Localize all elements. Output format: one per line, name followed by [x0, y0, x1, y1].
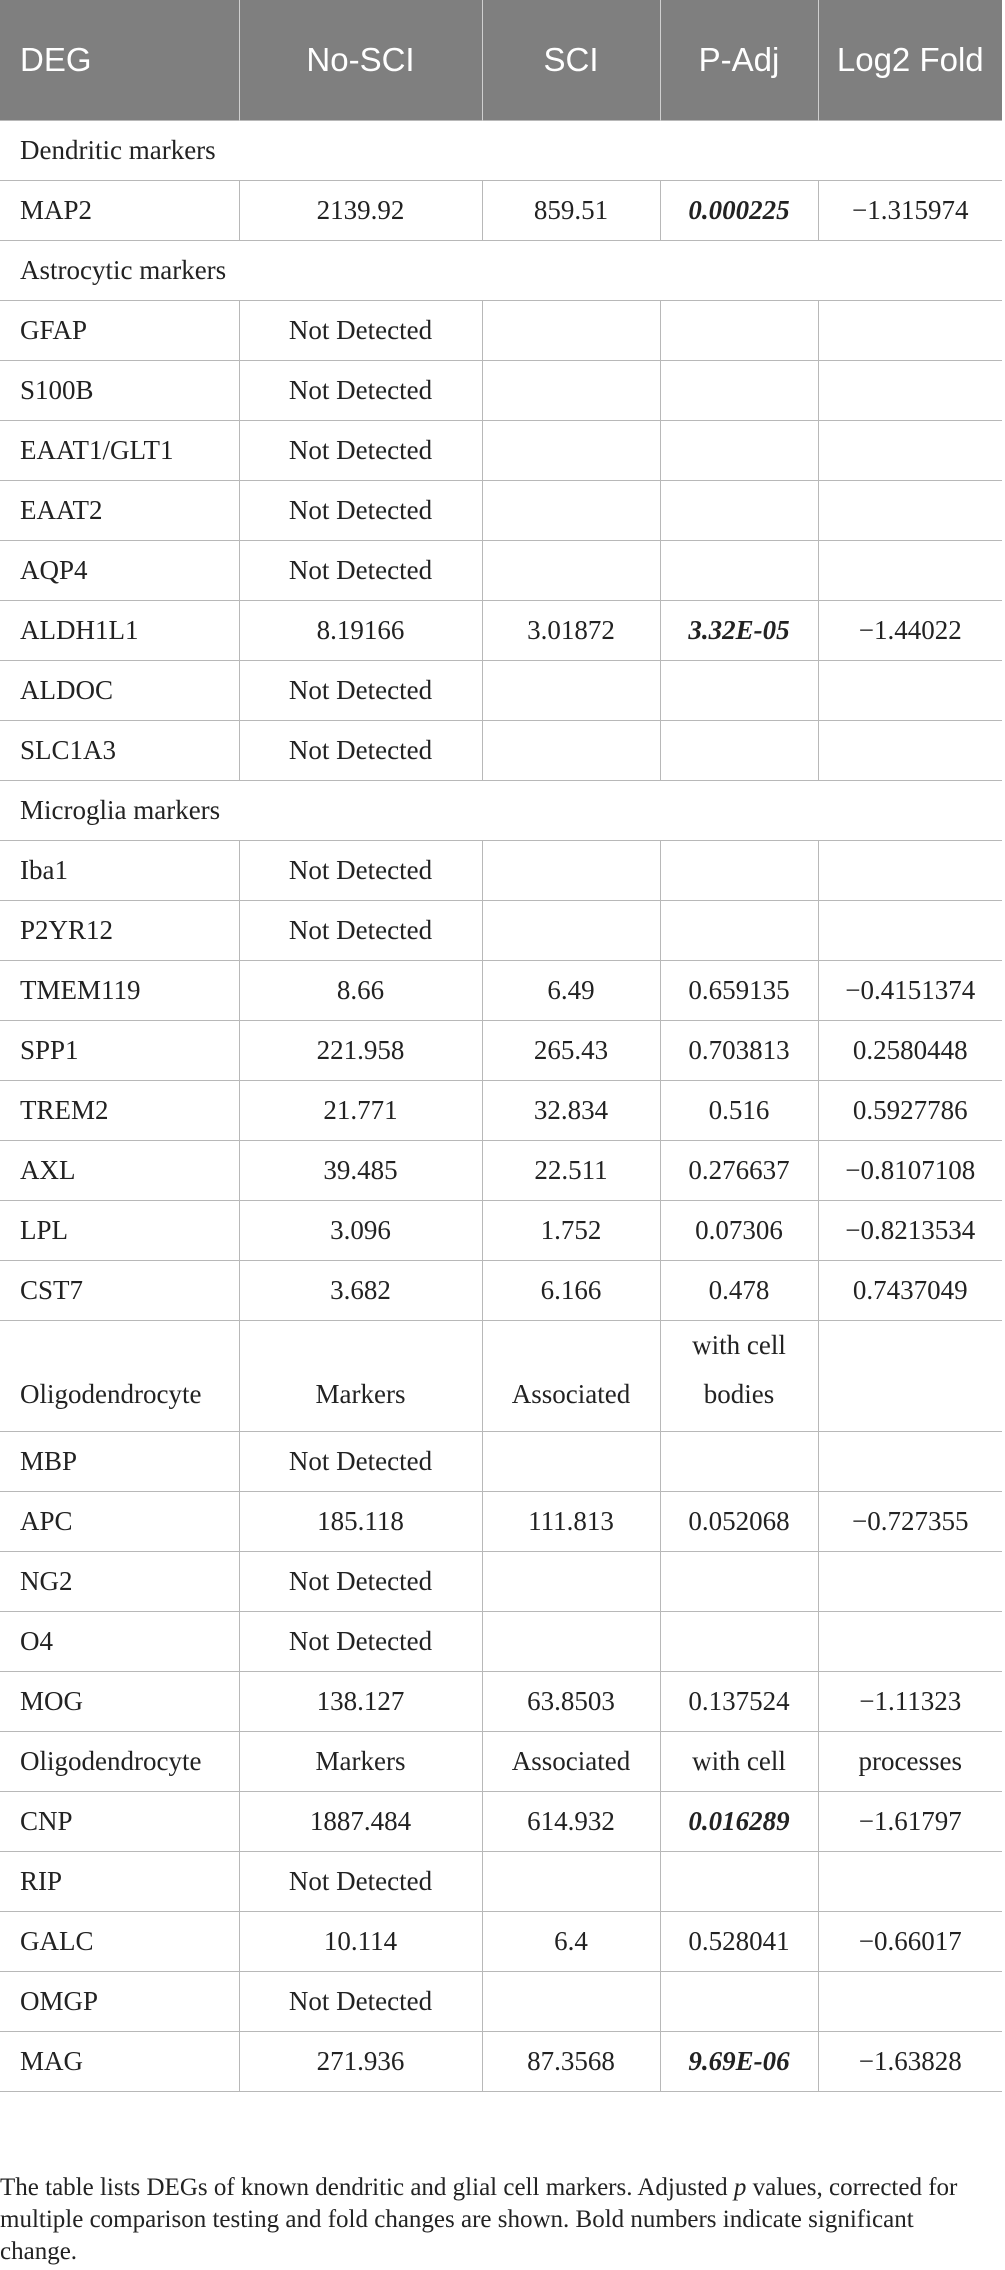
- cell-log2-fold: 0.5927786: [818, 1081, 1002, 1141]
- cell-no-sci: 2139.92: [239, 181, 482, 241]
- cell-p-adj: [660, 541, 818, 601]
- cell-p-adj: with cell: [660, 1732, 818, 1792]
- header-sci: SCI: [482, 0, 660, 121]
- cell-log2-fold: [818, 301, 1002, 361]
- cell-sci: [482, 361, 660, 421]
- cell-log2-fold: −0.727355: [818, 1492, 1002, 1552]
- cell-log2-fold: [818, 661, 1002, 721]
- cell-no-sci: 39.485: [239, 1141, 482, 1201]
- header-log2-fold: Log2 Fold: [818, 0, 1002, 121]
- cell-no-sci: Not Detected: [239, 901, 482, 961]
- table-row: [0, 301, 1002, 361]
- cell-p-adj: [660, 421, 818, 481]
- cell-sci: [482, 661, 660, 721]
- cell-deg: GFAP: [0, 301, 239, 361]
- cell-p-adj: [660, 1972, 818, 2032]
- cell-sci: 63.8503: [482, 1672, 660, 1732]
- cell-deg: AXL: [0, 1141, 239, 1201]
- cell-deg: OMGP: [0, 1972, 239, 2032]
- table-row: [0, 601, 1002, 661]
- cell-log2-fold: −1.315974: [818, 181, 1002, 241]
- section-label: Astrocytic markers: [0, 241, 1002, 301]
- cell-log2-fold: [818, 1432, 1002, 1492]
- cell-log2-fold: −0.8213534: [818, 1201, 1002, 1261]
- table-row: [0, 1081, 1002, 1141]
- cell-log2-fold: 0.7437049: [818, 1261, 1002, 1321]
- table-row: [0, 421, 1002, 481]
- cell-no-sci: Markers: [239, 1321, 482, 1432]
- cell-log2-fold: [818, 1321, 1002, 1432]
- cell-p-adj: 0.703813: [660, 1021, 818, 1081]
- cell-deg: S100B: [0, 361, 239, 421]
- table-row: [0, 1432, 1002, 1492]
- cell-log2-fold: [818, 1852, 1002, 1912]
- cell-p-adj: [660, 841, 818, 901]
- cell-sci: [482, 901, 660, 961]
- cell-deg: AQP4: [0, 541, 239, 601]
- cell-no-sci: Not Detected: [239, 481, 482, 541]
- cell-deg: O4: [0, 1612, 239, 1672]
- cell-sci: [482, 721, 660, 781]
- cell-log2-fold: [818, 721, 1002, 781]
- cell-sci: 22.511: [482, 1141, 660, 1201]
- table-row: [0, 1141, 1002, 1201]
- cell-log2-fold: −1.61797: [818, 1792, 1002, 1852]
- cell-deg: TMEM119: [0, 961, 239, 1021]
- cell-p-adj: 0.052068: [660, 1492, 818, 1552]
- subheading-row: [0, 1321, 1002, 1432]
- cell-no-sci: 3.682: [239, 1261, 482, 1321]
- section-label: Microglia markers: [0, 781, 1002, 841]
- cell-deg: MAP2: [0, 181, 239, 241]
- cell-sci: 32.834: [482, 1081, 660, 1141]
- table-row: [0, 1852, 1002, 1912]
- table-row: [0, 901, 1002, 961]
- cell-p-adj: with cell bodies: [660, 1321, 818, 1432]
- cell-no-sci: 10.114: [239, 1912, 482, 1972]
- cell-deg: TREM2: [0, 1081, 239, 1141]
- cell-sci: [482, 1612, 660, 1672]
- table-row: [0, 1972, 1002, 2032]
- cell-log2-fold: [818, 1612, 1002, 1672]
- cell-p-adj: 0.07306: [660, 1201, 818, 1261]
- cell-sci: 6.4: [482, 1912, 660, 1972]
- footnote-part2: values, corrected for multiple comparison testing and fold changes are shown. Bold numbers indicate significant change.: [0, 2174, 958, 2265]
- cell-deg: SPP1: [0, 1021, 239, 1081]
- cell-p-adj: 9.69E-06: [660, 2032, 818, 2092]
- cell-deg: LPL: [0, 1201, 239, 1261]
- cell-deg: APC: [0, 1492, 239, 1552]
- table-row: [0, 481, 1002, 541]
- table-row: [0, 1021, 1002, 1081]
- cell-deg: MOG: [0, 1672, 239, 1732]
- table-row: [0, 841, 1002, 901]
- cell-sci: 614.932: [482, 1792, 660, 1852]
- cell-p-adj: 0.137524: [660, 1672, 818, 1732]
- cell-no-sci: Not Detected: [239, 1552, 482, 1612]
- header-deg: DEG: [0, 0, 239, 121]
- cell-no-sci: 21.771: [239, 1081, 482, 1141]
- cell-p-adj: [660, 1552, 818, 1612]
- header-no-sci: No-SCI: [239, 0, 482, 121]
- cell-p-adj: [660, 901, 818, 961]
- cell-sci: 859.51: [482, 181, 660, 241]
- cell-p-adj: [660, 1852, 818, 1912]
- cell-log2-fold: [818, 1552, 1002, 1612]
- table-row: [0, 661, 1002, 721]
- cell-log2-fold: [818, 541, 1002, 601]
- cell-log2-fold: −1.63828: [818, 2032, 1002, 2092]
- section-row: [0, 241, 1002, 301]
- table-row: [0, 361, 1002, 421]
- cell-p-adj: 0.516: [660, 1081, 818, 1141]
- cell-sci: 265.43: [482, 1021, 660, 1081]
- cell-deg: CST7: [0, 1261, 239, 1321]
- header-p-adj: P-Adj: [660, 0, 818, 121]
- cell-deg: GALC: [0, 1912, 239, 1972]
- table-row: [0, 1261, 1002, 1321]
- cell-sci: Associated: [482, 1732, 660, 1792]
- cell-p-adj: 0.016289: [660, 1792, 818, 1852]
- cell-p-adj: [660, 1432, 818, 1492]
- cell-no-sci: Not Detected: [239, 721, 482, 781]
- cell-sci: [482, 481, 660, 541]
- cell-no-sci: Not Detected: [239, 841, 482, 901]
- cell-deg: NG2: [0, 1552, 239, 1612]
- cell-log2-fold: −0.8107108: [818, 1141, 1002, 1201]
- cell-sci: [482, 841, 660, 901]
- table-row: [0, 1912, 1002, 1972]
- cell-p-adj: [660, 301, 818, 361]
- cell-sci: [482, 1852, 660, 1912]
- cell-no-sci: Not Detected: [239, 1972, 482, 2032]
- cell-sci: [482, 541, 660, 601]
- cell-deg: CNP: [0, 1792, 239, 1852]
- table-row: [0, 1732, 1002, 1792]
- cell-no-sci: 3.096: [239, 1201, 482, 1261]
- cell-log2-fold: [818, 901, 1002, 961]
- section-label: Dendritic markers: [0, 121, 1002, 181]
- cell-sci: [482, 1552, 660, 1612]
- table-row: [0, 1552, 1002, 1612]
- cell-no-sci: 221.958: [239, 1021, 482, 1081]
- cell-log2-fold: 0.2580448: [818, 1021, 1002, 1081]
- cell-deg: Iba1: [0, 841, 239, 901]
- cell-sci: 6.166: [482, 1261, 660, 1321]
- table-row: [0, 1201, 1002, 1261]
- table-row: [0, 181, 1002, 241]
- table-row: [0, 1792, 1002, 1852]
- cell-deg: Oligodendrocyte: [0, 1732, 239, 1792]
- cell-p-adj: [660, 1612, 818, 1672]
- cell-no-sci: 1887.484: [239, 1792, 482, 1852]
- header-row: [0, 0, 1002, 121]
- cell-p-adj: 0.478: [660, 1261, 818, 1321]
- table-row: [0, 1612, 1002, 1672]
- cell-p-adj: 0.000225: [660, 181, 818, 241]
- cell-sci: [482, 1972, 660, 2032]
- cell-no-sci: Not Detected: [239, 1612, 482, 1672]
- table-footnote: [0, 2172, 990, 2268]
- cell-sci: 111.813: [482, 1492, 660, 1552]
- cell-deg: SLC1A3: [0, 721, 239, 781]
- footnote-p: p: [733, 2174, 747, 2201]
- cell-deg: MBP: [0, 1432, 239, 1492]
- cell-p-adj: 3.32E-05: [660, 601, 818, 661]
- table-header: [0, 0, 1002, 121]
- cell-sci: Associated: [482, 1321, 660, 1432]
- cell-p-adj: 0.528041: [660, 1912, 818, 1972]
- cell-no-sci: Not Detected: [239, 541, 482, 601]
- cell-log2-fold: −0.4151374: [818, 961, 1002, 1021]
- cell-deg: EAAT2: [0, 481, 239, 541]
- cell-log2-fold: [818, 841, 1002, 901]
- cell-log2-fold: [818, 1972, 1002, 2032]
- cell-deg: MAG: [0, 2032, 239, 2092]
- cell-log2-fold: [818, 421, 1002, 481]
- cell-p-adj: [660, 361, 818, 421]
- cell-no-sci: Not Detected: [239, 361, 482, 421]
- cell-no-sci: Not Detected: [239, 1852, 482, 1912]
- cell-log2-fold: −0.66017: [818, 1912, 1002, 1972]
- table-row: [0, 1672, 1002, 1732]
- cell-deg: Oligodendrocyte: [0, 1321, 239, 1432]
- cell-no-sci: 185.118: [239, 1492, 482, 1552]
- table-row: [0, 721, 1002, 781]
- cell-log2-fold: [818, 481, 1002, 541]
- cell-p-adj: 0.659135: [660, 961, 818, 1021]
- table-body: [0, 121, 1002, 2092]
- cell-sci: 6.49: [482, 961, 660, 1021]
- cell-sci: 1.752: [482, 1201, 660, 1261]
- cell-sci: 87.3568: [482, 2032, 660, 2092]
- cell-log2-fold: [818, 361, 1002, 421]
- table-row: [0, 541, 1002, 601]
- cell-p-adj: [660, 481, 818, 541]
- footnote-part1: The table lists DEGs of known dendritic and glial cell markers. Adjusted: [0, 2174, 734, 2201]
- cell-no-sci: Not Detected: [239, 1432, 482, 1492]
- cell-sci: [482, 421, 660, 481]
- section-row: [0, 781, 1002, 841]
- cell-no-sci: 8.66: [239, 961, 482, 1021]
- cell-deg: EAAT1/GLT1: [0, 421, 239, 481]
- cell-p-adj: 0.276637: [660, 1141, 818, 1201]
- cell-no-sci: 138.127: [239, 1672, 482, 1732]
- cell-sci: [482, 1432, 660, 1492]
- table-row: [0, 1492, 1002, 1552]
- cell-no-sci: Not Detected: [239, 301, 482, 361]
- cell-log2-fold: processes: [818, 1732, 1002, 1792]
- cell-deg: P2YR12: [0, 901, 239, 961]
- cell-no-sci: Not Detected: [239, 421, 482, 481]
- section-row: [0, 121, 1002, 181]
- cell-no-sci: Not Detected: [239, 661, 482, 721]
- cell-sci: [482, 301, 660, 361]
- cell-no-sci: 271.936: [239, 2032, 482, 2092]
- cell-log2-fold: −1.44022: [818, 601, 1002, 661]
- cell-deg: RIP: [0, 1852, 239, 1912]
- cell-p-adj: [660, 721, 818, 781]
- cell-deg: ALDOC: [0, 661, 239, 721]
- cell-deg: ALDH1L1: [0, 601, 239, 661]
- cell-no-sci: Markers: [239, 1732, 482, 1792]
- cell-sci: 3.01872: [482, 601, 660, 661]
- table-row: [0, 961, 1002, 1021]
- table-row: [0, 2032, 1002, 2092]
- cell-p-adj: [660, 661, 818, 721]
- cell-no-sci: 8.19166: [239, 601, 482, 661]
- cell-log2-fold: −1.11323: [818, 1672, 1002, 1732]
